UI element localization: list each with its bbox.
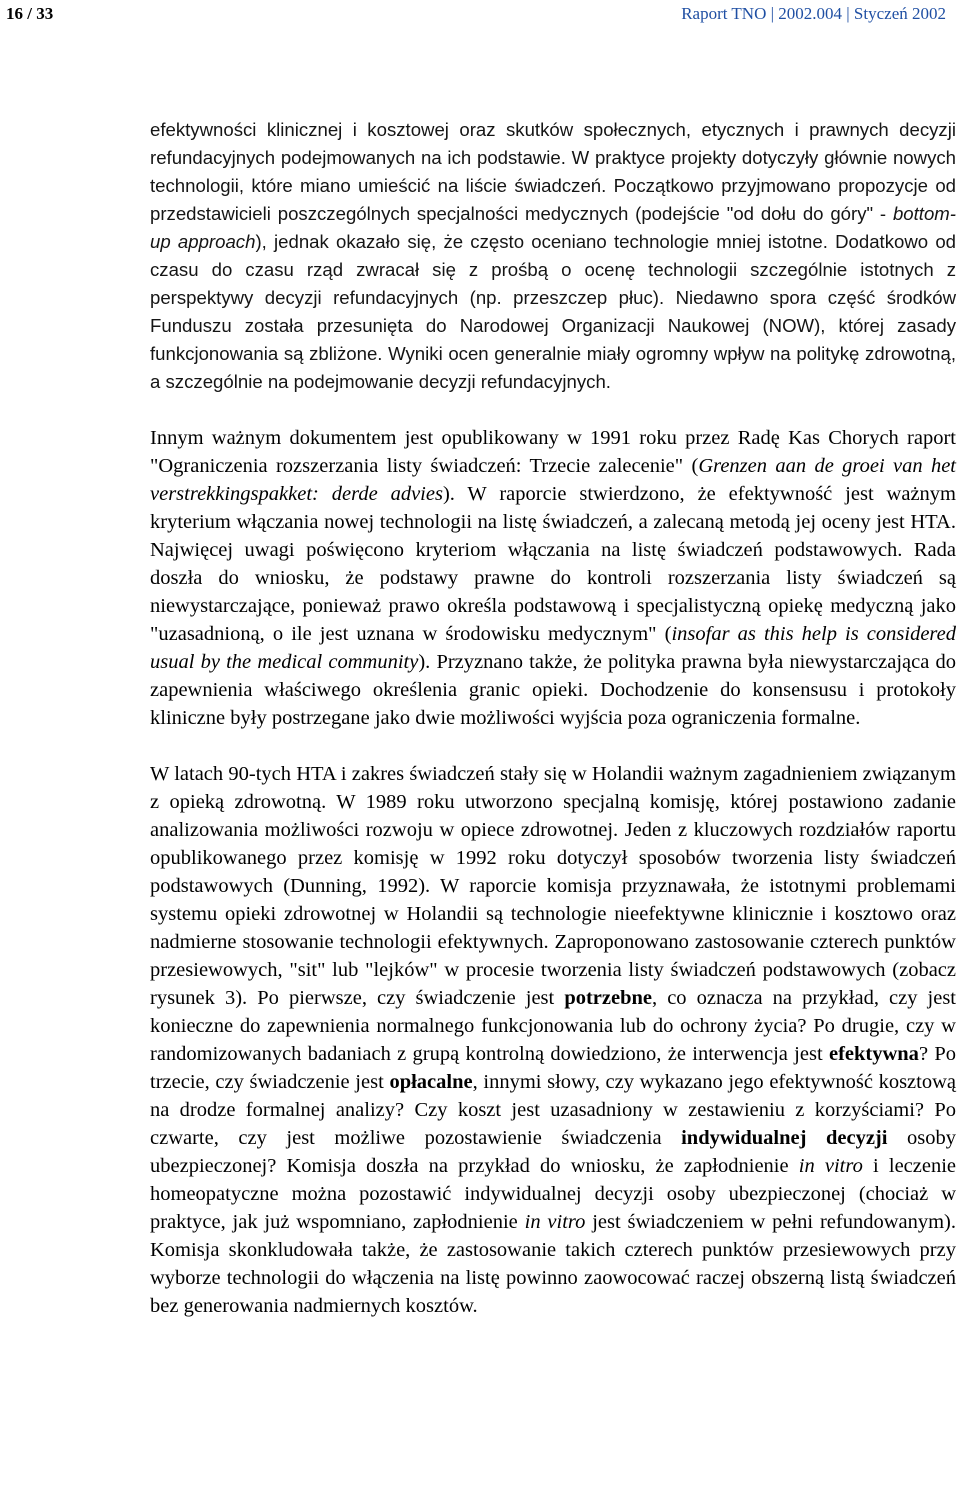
italic-term: in vitro (524, 1211, 586, 1233)
text-run: Innym ważnym dokumentem jest opublikowany w 1991 roku przez Radę Kas Chorych raport "Ograniczenia rozszerzania listy świadczeń: Trzecie zalecenie" ( (150, 427, 956, 477)
text-run: ). W raporcie stwierdzono, że efektywność jest ważnym kryterium włączania nowej technologii na listę świadczeń, a zalecaną metodą jej oceny jest HTA. Najwięcej uwagi poświęcono kryteriom włączania na listę świadczeń podstawowych. Rada doszła do wniosku, że podstawy prawne do kontroli rozszerzania listy świadczeń są niewystarczające, ponieważ prawo określa podstawową i specjalistyczną opiekę medyczną jako "uzasadnioną, o ile jest uznana w środowisku medycznym" ( (150, 483, 957, 645)
report-label: Raport TNO (681, 4, 771, 23)
text-run: i leczenie homeopatyczne można pozostawić indywidualnej decyzji osoby ubezpieczonej (chociaż w praktyce, jak już wspomniano, zapłodnienie (150, 1155, 957, 1233)
text-run: osoby ubezpieczonej? Komisja doszła na przykład do wniosku, że zapłodnienie (150, 1127, 956, 1177)
text-run: , innymi słowy, czy wykazano jego efektywność kosztową na drodze formalnej analizy? Czy koszt jest uzasadniony w zestawieniu z korzyściami? Po czwarte, czy jest możliwe pozostawienie świadczenia (150, 1071, 957, 1149)
text-run: jest świadczeniem w pełni refundowanym). Komisja skonkludowała także, że zastosowanie takich czterech punktów przesiewowych przy wyborze technologii do włączenia na listę powinno zaowocować raczej obszerną listą świadczeń bez generowania nadmiernych kosztów. (150, 1211, 957, 1317)
report-number: 2002.004 (774, 4, 847, 23)
italic-term: in vitro (798, 1155, 863, 1177)
page-header (0, 0, 960, 30)
italic-title: Grenzen aan de groei van het verstrekkingspakket: derde advies (150, 455, 957, 505)
bold-term-effective: efektywna (828, 1043, 919, 1065)
paragraph-2 (150, 424, 956, 732)
header-separator: | (846, 4, 850, 23)
paragraph-3 (150, 760, 956, 1320)
header-separator: | (770, 4, 775, 23)
italic-quote: insofar as this help is considered usual by the medical community (150, 623, 956, 673)
bold-term-individual-decision: indywidualnej decyzji (681, 1127, 888, 1149)
text-run: ). Przyznano także, że polityka prawna była niewystarczająca do zapewnienia właściwego określenia granic opieki. Dochodzenie do konsensusu i protokoły kliniczne były postrzegane jako dwie możliwości wyjścia poza ograniczenia formalne. (150, 651, 956, 729)
text-run: ), jednak okazało się, że często oceniano technologie mniej istotne. Dodatkowo od czasu do czasu rząd zwracał się z prośbą o ocenę technologii szczególnie istotnych z perspektywy decyzji refundacyjnych (np. przeszczep płuc). Niedawno spora część środków Funduszu została przesunięta do Narodowej Organizacji Naukowej (NOW), której zasady funkcjonowania są zbliżone. Wyniki ocen generalnie miały ogromny wpływ na politykę zdrowotną, a szczególnie na podejmowanie decyzji refundacyjnych. (150, 231, 956, 392)
text-run: ? Po trzecie, czy świadczenie jest (150, 1043, 956, 1093)
text-run: W latach 90-tych HTA i zakres świadczeń stały się w Holandii ważnym zagadnieniem związanym z opieką zdrowotną. W 1989 roku utworzono specjalną komisję, której postawiono zadanie analizowania możliwości rozwoju w opiece zdrowotnej. Jeden z kluczowych rozdziałów raportu opublikowanego przez komisję w 1992 roku dotyczył sposobów tworzenia listy świadczeń podstawowych (Dunning, 1992). W raporcie komisja przyznawała, że istotnymi problemami systemu opieki zdrowotnej w Holandii są technologie nieefektywne klinicznie i kosztowo oraz nadmierne stosowanie technologii efektywnych. Zaproponowano zastosowanie czterech punktów przesiewowych, "sit" lub "lejków" w procesie tworzenia listy świadczeń podstawowych (zobacz rysunek 3). Po pierwsze, czy świadczenie jest (150, 763, 956, 1009)
text-run: efektywności klinicznej i kosztowej oraz skutków społecznych, etycznych i prawnych decyzji refundacyjnych podejmowanych na ich podstawie. W praktyce projekty dotyczyły głównie nowych technologii, które miano umieścić na liście świadczeń. Początkowo przyjmowano propozycje od przedstawicieli poszczególnych specjalności medycznych (podejście "od dołu do góry" - (150, 119, 956, 224)
document-body (150, 116, 956, 1320)
report-date: Styczeń 2002 (849, 4, 946, 23)
text-run: , co oznacza na przykład, czy jest konieczne do zapewnienia normalnego funkcjonowania lub do ochrony życia? Po drugie, czy w randomizowanych badaniach z grupą kontrolną dowiedziono, że interwencja jest (150, 987, 956, 1065)
report-header (681, 4, 946, 24)
page-number: 16 / 33 (6, 4, 54, 23)
bold-term-needed: potrzebne (564, 987, 652, 1009)
italic-term: bottom-up approach (150, 203, 956, 252)
paragraph-1 (150, 116, 956, 396)
bold-term-cost-effective: opłacalne (389, 1071, 473, 1093)
